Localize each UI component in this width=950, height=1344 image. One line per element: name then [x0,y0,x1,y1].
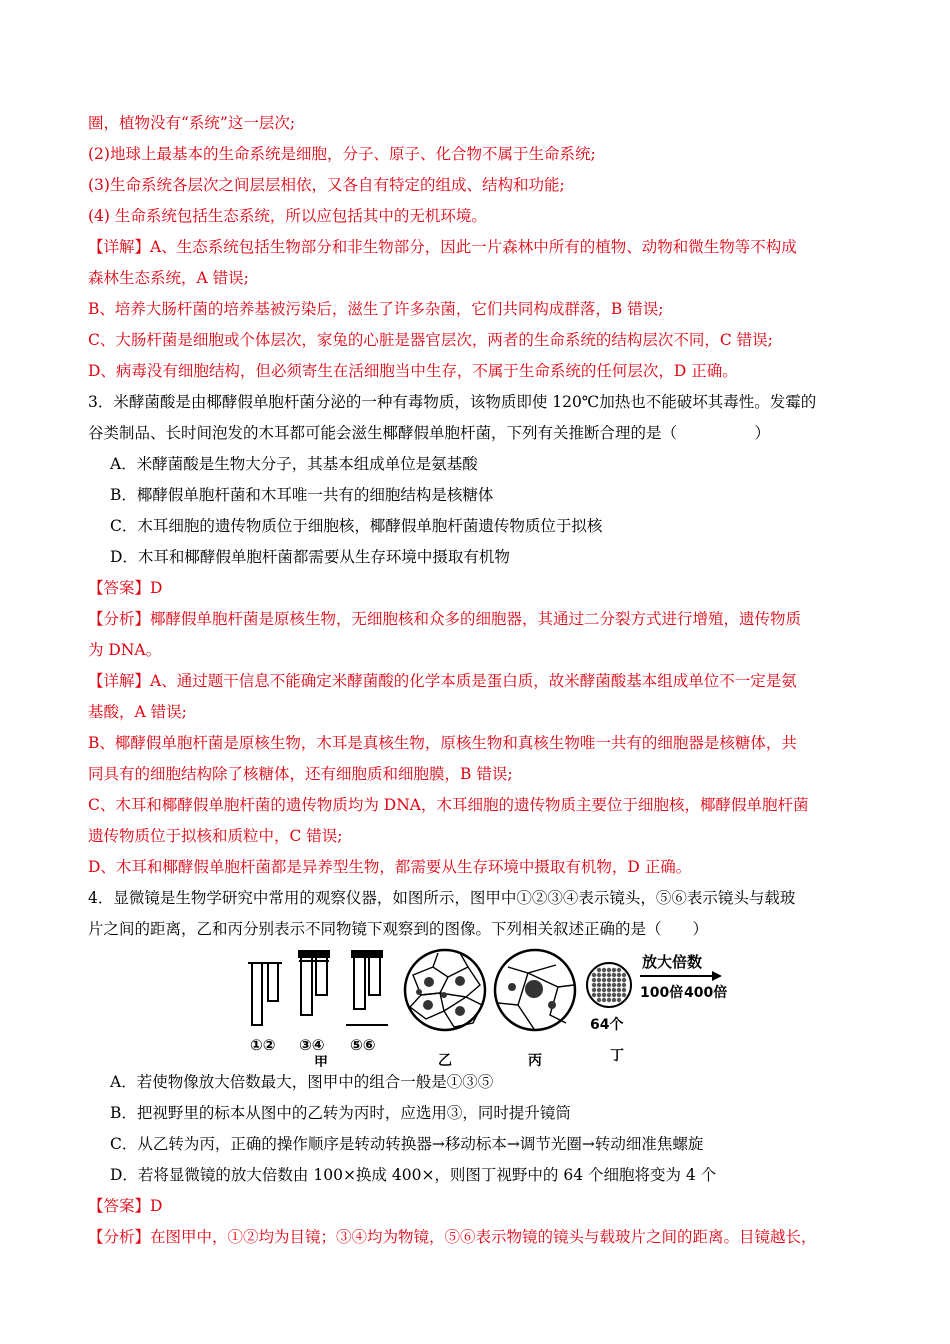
lens-slide-distance [346,951,388,1025]
cell [622,973,626,977]
intro-line: (4) 生命系统包括生态系统，所以应包括其中的无机环境。 [88,207,487,225]
cell [607,983,611,987]
cell [622,978,626,982]
cell [612,978,616,982]
label-jia: 甲 [314,1055,328,1067]
intro-line: (3)生命系统各层次之间层层相依，又各自有特定的组成、结构和功能; [88,176,565,194]
analysis-tag: 【分析】 [88,610,151,628]
cell [612,988,616,992]
cell [622,993,626,997]
q2-detail-a-cont: 森林生态系统，A 错误; [88,269,249,287]
eyepiece-short [268,963,278,1001]
cell [602,988,606,992]
q4-stem-cont: 片之间的距离，乙和丙分别表示不同物镜下观察到的图像。下列相关叙述正确的是（ ） [88,920,709,938]
q2-detail-b: B、培养大肠杆菌的培养基被污染后，滋生了许多杂菌，它们共同构成群落，B 错误; [88,300,664,318]
cell [592,973,596,977]
cell [622,988,626,992]
cell [617,988,621,992]
analysis-text: 在图甲中，①②均为目镜；③④均为物镜，⑤⑥表示物镜的镜头与载玻片之间的距离。目镜越长， [150,1228,817,1246]
answer-tag: 【答案】 [88,579,151,597]
q3-detail-a-cont: 基酸，A 错误; [88,703,187,721]
view-yi [405,950,485,1067]
zoom-arrow [640,953,727,1001]
q2-detail-d: D、病毒没有细胞结构，但必须寄生在活细胞当中生存，不属于生命系统的任何层次，D 正确。 [88,362,738,380]
q4-option-c: C．从乙转为丙，正确的操作顺序是转动转换器→移动标本→调节光圈→转动细准焦螺旋 [110,1135,704,1153]
view-bing [495,950,575,1067]
label-yi: 乙 [438,1053,452,1067]
cell [617,998,621,1002]
detail-tag: 【详解】 [88,238,151,256]
cell [617,973,621,977]
microscope-figure [88,945,868,1067]
cell [602,998,606,1002]
cell [622,983,626,987]
q3-detail-b-cont: 同具有的细胞结构除了核糖体，还有细胞质和细胞膜，B 错误; [88,765,513,783]
q4-stem: 4．显微镜是生物学研究中常用的观察仪器，如图所示，图甲中①②③④表示镜头，⑤⑥表示镜头与载玻 [88,889,796,907]
cell [607,988,611,992]
cell [602,993,606,997]
cell [602,978,606,982]
page-content [88,108,868,1253]
q3-stem-cont: 谷类制品、长时间泡发的木耳都可能会滋生椰酵假单胞杆菌，下列有关推断合理的是（ ） [88,424,771,442]
label-12: ①② [250,1036,276,1054]
label-bing: 丙 [528,1053,542,1067]
cell [607,978,611,982]
q3-stem: 3．米酵菌酸是由椰酵假单胞杆菌分泌的一种有毒物质，该物质即使 120℃加热也不能破坏其毒性。发霉的 [88,393,817,411]
q3-analysis [88,604,868,635]
cell [617,983,621,987]
cell [597,978,601,982]
eyepiece-lenses [248,963,282,1025]
q4-option-a: A．若使物像放大倍数最大，图甲中的组合一般是①③⑤ [110,1073,494,1091]
cell [597,983,601,987]
q3-answer [88,573,868,604]
q4-option-d: D．若将显微镜的放大倍数由 100×换成 400×，则图丁视野中的 64 个细胞将变为 4 个 [110,1166,717,1184]
cell [612,983,616,987]
objective-long [301,955,312,1015]
answer-tag: 【答案】 [88,1197,151,1215]
q3-analysis-cont: 为 DNA。 [88,641,162,659]
answer-value: D [150,579,163,597]
cell [612,993,616,997]
cell [597,973,601,977]
cell [592,988,596,992]
label-34: ③④ [299,1036,325,1054]
zoom-from: 100倍 [640,985,684,1001]
cell [607,973,611,977]
cell [607,998,611,1002]
q4-analysis [88,1222,868,1253]
cell [612,968,616,972]
detail-text: A、通过题干信息不能确定米酵菌酸的化学本质是蛋白质，故米酵菌酸基本组成单位不一定是氨 [150,672,797,690]
cell [602,983,606,987]
cell [612,998,616,1002]
view-ding [587,963,631,1064]
detail-text: A、生态系统包括生物部分和非生物部分，因此一片森林中所有的植物、动物和微生物等不构成 [150,238,797,256]
cell [607,968,611,972]
q3-option-c: C．木耳细胞的遗传物质位于细胞核，椰酵假单胞杆菌遗传物质位于拟核 [110,517,603,535]
detail-tag: 【详解】 [88,672,151,690]
q3-detail-c: C、木耳和椰酵假单胞杆菌的遗传物质均为 DNA，木耳细胞的遗传物质主要位于细胞核，椰酵假单胞杆菌 [88,796,809,814]
cell [592,978,596,982]
microscope-figure-svg [88,945,868,1067]
q2-detail-a [88,232,868,263]
cell [602,973,606,977]
q3-detail-a [88,666,868,697]
cell [617,968,621,972]
intro-line: 圈，植物没有“系统”这一层次; [88,114,296,132]
zoom-to: 400倍 [684,985,728,1001]
cell [592,983,596,987]
label-64: 64个 [590,1017,624,1033]
objective-far [369,955,380,995]
cell [597,998,601,1002]
q3-option-a: A．米酵菌酸是生物大分子，其基本组成单位是氨基酸 [110,455,478,473]
q3-option-d: D．木耳和椰酵假单胞杆菌都需要从生存环境中摄取有机物 [110,548,510,566]
objective-lenses [299,951,329,1015]
cell [597,968,601,972]
q4-option-b: B．把视野里的标本从图中的乙转为丙时，应选用③，同时提升镜筒 [110,1104,571,1122]
cell [617,993,621,997]
cell [592,993,596,997]
cell [607,993,611,997]
objective-close [354,955,365,1009]
q3-option-b: B．椰酵假单胞杆菌和木耳唯一共有的细胞结构是核糖体 [110,486,494,504]
label-ding: 丁 [610,1048,624,1064]
q3-detail-d: D、木耳和椰酵假单胞杆菌都是异养型生物，都需要从生存环境中摄取有机物，D 正确。 [88,858,692,876]
analysis-tag: 【分析】 [88,1228,151,1246]
cell [597,993,601,997]
label-56: ⑤⑥ [350,1036,376,1054]
answer-value: D [150,1197,163,1215]
cell [612,973,616,977]
q4-answer [88,1191,868,1222]
q2-detail-c: C、大肠杆菌是细胞或个体层次，家兔的心脏是器官层次，两者的生命系统的结构层次不同，C 错误; [88,331,773,349]
eyepiece-long [252,963,262,1025]
zoom-title: 放大倍数 [642,953,703,971]
q3-detail-b: B、椰酵假单胞杆菌是原核生物，木耳是真核生物，原核生物和真核生物唯一共有的细胞器是核糖体，共 [88,734,797,752]
q3-detail-c-cont: 遗传物质位于拟核和质粒中，C 错误; [88,827,343,845]
cell [597,988,601,992]
intro-line: (2)地球上最基本的生命系统是细胞，分子、原子、化合物不属于生命系统; [88,145,596,163]
cell [617,978,621,982]
analysis-text: 椰酵假单胞杆菌是原核生物，无细胞核和众多的细胞器，其通过二分裂方式进行增殖，遗传物质 [150,610,802,628]
cell [602,968,606,972]
